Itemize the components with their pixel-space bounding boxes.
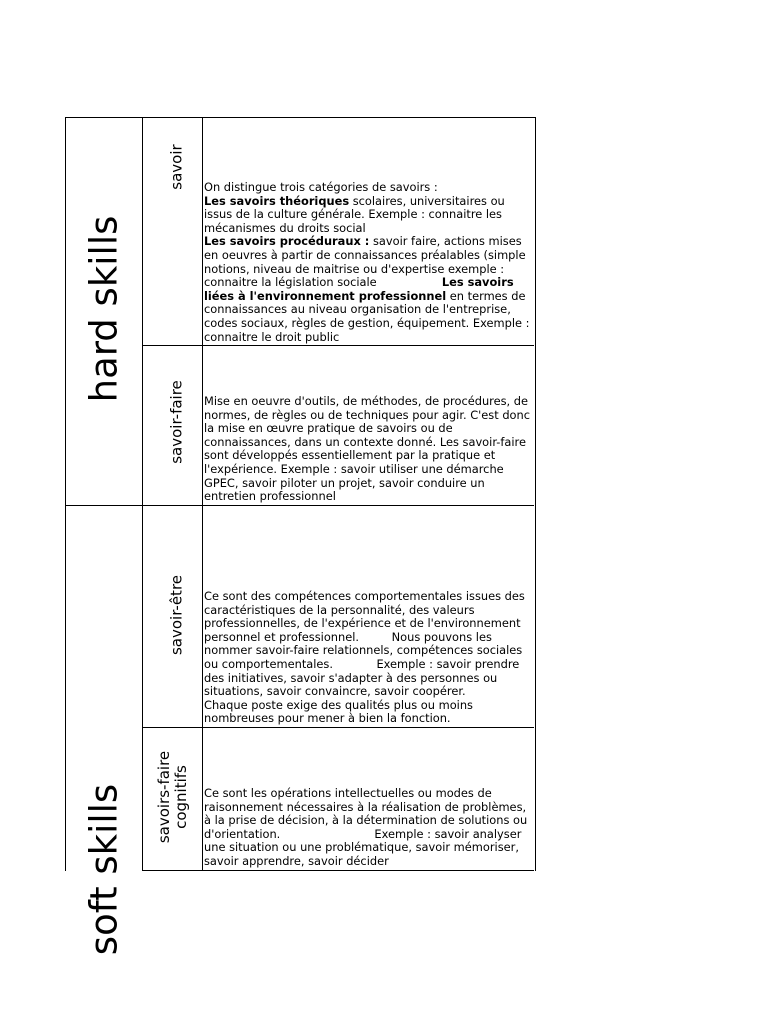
- description-text: en termes de connaissances au niveau organisation de l'entreprise, codes sociaux, règles de gestion, équipement. Exemple : connaitre le droit public: [204, 288, 534, 344]
- description-text: Mise en oeuvre d'outils, de méthodes, de procédures, de normes, de règles ou de techniques pour agir. C'est donc la mise en œuvre pratique de savoirs ou de connaissances, dans un contexte donné. Les savoir-faire sont développés essentiellement par la pratique et l'expérience. Exemple : savoir utiliser une démarche GPEC, savoir piloter un projet, savoir conduire un entretien professionnel: [204, 394, 534, 504]
- savoir-label-cell: [143, 118, 202, 345]
- column-divider-2: [202, 117, 203, 871]
- bold-term: Les savoirs procéduraux :: [204, 234, 370, 249]
- savoirs-faire-cognitifs-description: [204, 787, 536, 870]
- savoirs-faire-cognitifs-label: [156, 751, 190, 843]
- bold-term: Les savoirs liées à l'environnement professionnel: [204, 275, 518, 303]
- bold-term: Les savoirs théoriques: [204, 193, 350, 208]
- savoirs-faire-label-line1: savoirs-faire: [154, 750, 173, 844]
- soft-skills-cell: [66, 506, 142, 956]
- savoirs-faire-label-line2: cognitifs: [171, 765, 190, 829]
- description-text: Ce sont des compétences comportementales issues des caractéristiques de la personnalité, des valeurs professionnelles, de l'expérience et de l'environnement personnel et professionnel. Nous pouvons les nommer savoir-faire relationnels, compétences sociales ou comportementales. Exemple : savoir prendre des initiatives, savoir s'adapter à des personnes ou situations, savoir convaincre, savoir coopérer. Chaque poste exige des qualités plus ou moins nombreuses pour mener à bien la fonction.: [204, 589, 604, 726]
- savoir-etre-description: [204, 589, 604, 727]
- bottom-border-inner: [142, 870, 534, 871]
- description-text: savoir faire, actions mises en oeuvres à partir de connaissances préalables (simple notions, niveau de maitrise ou d'expertise exemple : connaitre la législation sociale: [204, 234, 530, 290]
- description-text: On distingue trois catégories de savoirs :: [204, 180, 438, 194]
- soft-skills-label: soft skills: [82, 783, 126, 956]
- savoir-faire-label: savoir-faire: [167, 379, 185, 464]
- savoir-faire-label-cell: [143, 346, 202, 505]
- savoir-faire-description: [204, 395, 536, 505]
- savoir-etre-label: savoir-être: [167, 574, 185, 655]
- savoir-description: [204, 181, 536, 345]
- savoirs-faire-cognitifs-label-cell: [143, 728, 202, 870]
- description-text: Ce sont les opérations intellectuelles ou modes de raisonnement nécessaires à la réalisation de problèmes, à la prise de décision, à la détermination de solutions ou d'orientation. Exemple : savoir analyser une situation ou une problématique, savoir mémoriser, savoir apprendre, savoir décider: [204, 786, 531, 868]
- hard-skills-cell: [66, 118, 142, 505]
- savoir-etre-label-cell: [143, 506, 202, 727]
- savoir-label: savoir: [167, 143, 185, 190]
- description-text: scolaires, universitaires ou issus de la culture générale. Exemple : connaitre les mécanismes du droits social: [204, 193, 505, 235]
- hard-skills-label: hard skills: [82, 215, 126, 402]
